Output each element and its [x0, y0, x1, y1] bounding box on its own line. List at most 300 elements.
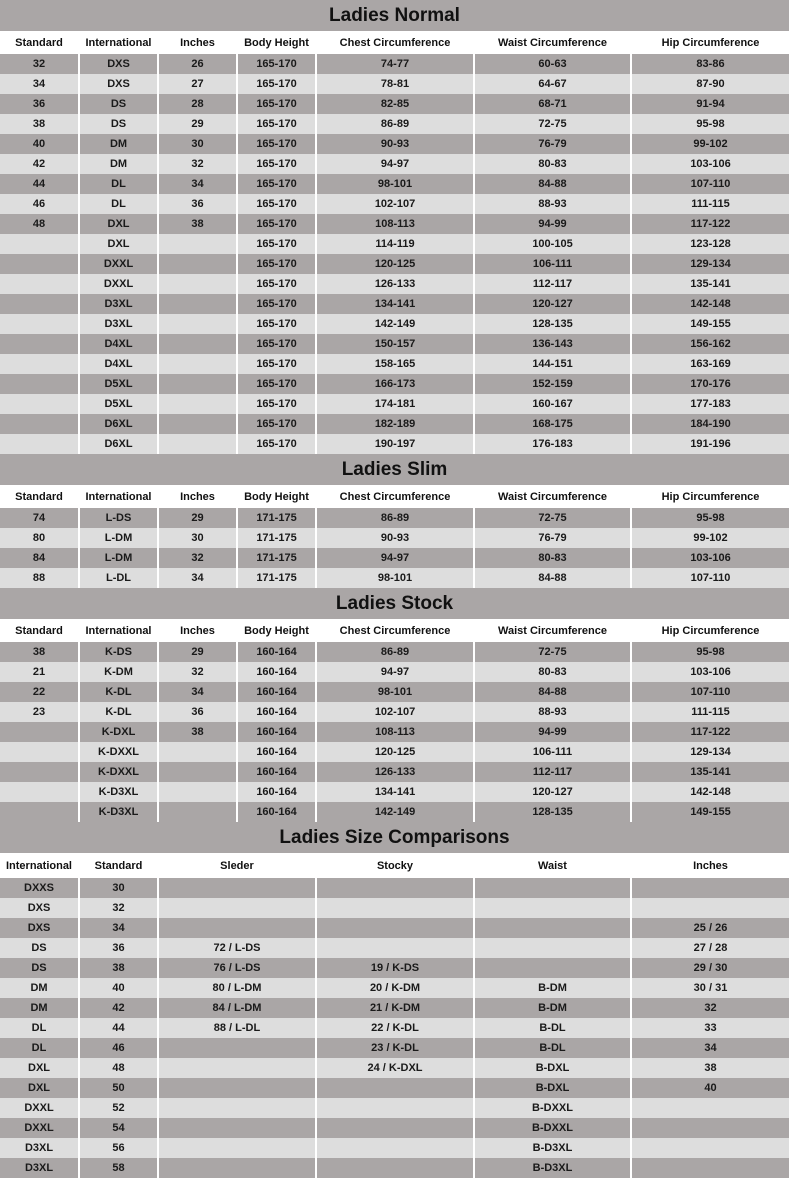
table-cell: 165-170	[237, 134, 316, 154]
table-cell: 160-164	[237, 722, 316, 742]
table-cell	[158, 274, 237, 294]
table-cell: 168-175	[474, 414, 631, 434]
table-cell: 165-170	[237, 354, 316, 374]
table-cell: DXL	[0, 1058, 79, 1078]
table-cell: 156-162	[631, 334, 789, 354]
table-cell: 165-170	[237, 374, 316, 394]
table-cell: B-DL	[474, 1038, 631, 1058]
table-cell: 98-101	[316, 682, 474, 702]
table-cell: D5XL	[79, 374, 158, 394]
table-row	[0, 414, 789, 434]
table-cell	[158, 762, 237, 782]
table-cell: 108-113	[316, 722, 474, 742]
table-cell: DM	[0, 998, 79, 1018]
table-cell: 95-98	[631, 114, 789, 134]
table-cell: 144-151	[474, 354, 631, 374]
table-cell: 36	[158, 702, 237, 722]
column-header: International	[79, 32, 158, 54]
table-cell: 29	[158, 642, 237, 662]
table-row	[0, 762, 789, 782]
table-cell: L-DL	[79, 568, 158, 588]
table-cell: 126-133	[316, 762, 474, 782]
table-cell: 38	[631, 1058, 789, 1078]
table-cell: 94-97	[316, 548, 474, 568]
table-cell: 32	[158, 662, 237, 682]
table-cell: 136-143	[474, 334, 631, 354]
table-cell: 27	[158, 74, 237, 94]
table-cell: 44	[79, 1018, 158, 1038]
table-cell: 80	[0, 528, 79, 548]
table-row	[0, 1058, 789, 1078]
table-cell: DM	[79, 134, 158, 154]
table-cell: 88-93	[474, 194, 631, 214]
table-cell: 165-170	[237, 94, 316, 114]
table-cell: 80-83	[474, 662, 631, 682]
table-cell	[0, 414, 79, 434]
table-cell: K-DL	[79, 682, 158, 702]
table-cell	[158, 918, 316, 938]
table-cell	[158, 1098, 316, 1118]
column-header: Body Height	[237, 32, 316, 54]
table-cell: 40	[0, 134, 79, 154]
column-header: International	[79, 620, 158, 642]
table-row	[0, 782, 789, 802]
table-cell: 126-133	[316, 274, 474, 294]
table-cell: D3XL	[79, 314, 158, 334]
column-header: Hip Circumference	[631, 620, 789, 642]
table-cell: 160-164	[237, 682, 316, 702]
table-cell: 160-167	[474, 394, 631, 414]
table-row	[0, 642, 789, 662]
table-row	[0, 434, 789, 454]
table-cell: 184-190	[631, 414, 789, 434]
table-cell: 34	[158, 568, 237, 588]
table-cell: DXXS	[0, 878, 79, 898]
table-cell: 52	[79, 1098, 158, 1118]
table-cell	[158, 1138, 316, 1158]
table-cell	[474, 898, 631, 918]
table-cell: 165-170	[237, 334, 316, 354]
table-cell: 129-134	[631, 254, 789, 274]
table-cell: 32	[0, 54, 79, 74]
table-cell: 191-196	[631, 434, 789, 454]
column-header: Standard	[79, 854, 158, 878]
table-cell: DXL	[0, 1078, 79, 1098]
table-cell: DXXL	[0, 1118, 79, 1138]
table-cell: 23 / K-DL	[316, 1038, 474, 1058]
table-cell	[316, 1158, 474, 1178]
table-row	[0, 354, 789, 374]
table-cell: 38	[79, 958, 158, 978]
table-cell	[158, 354, 237, 374]
table-cell: 83-86	[631, 54, 789, 74]
table-cell: DXXL	[79, 254, 158, 274]
table-cell: 149-155	[631, 802, 789, 822]
table-cell: 160-164	[237, 642, 316, 662]
table-cell: K-DXL	[79, 722, 158, 742]
table-cell	[158, 434, 237, 454]
table-cell	[474, 958, 631, 978]
table-cell	[0, 354, 79, 374]
table-cell: DXS	[79, 74, 158, 94]
column-header: Waist Circumference	[474, 486, 631, 508]
table-cell: 99-102	[631, 134, 789, 154]
table-cell: 27 / 28	[631, 938, 789, 958]
table-cell: 25 / 26	[631, 918, 789, 938]
table-cell: 84-88	[474, 682, 631, 702]
table-cell	[631, 898, 789, 918]
table-cell	[0, 394, 79, 414]
header-row	[0, 486, 789, 508]
table-cell	[474, 878, 631, 898]
table-cell	[631, 1118, 789, 1138]
table-cell: 100-105	[474, 234, 631, 254]
table-row	[0, 998, 789, 1018]
table-cell: 80 / L-DM	[158, 978, 316, 998]
table-cell: 165-170	[237, 314, 316, 334]
table-cell: 128-135	[474, 802, 631, 822]
table-cell: 142-148	[631, 294, 789, 314]
table-row	[0, 742, 789, 762]
table-cell: K-DM	[79, 662, 158, 682]
header-row	[0, 32, 789, 54]
table-cell: K-D3XL	[79, 802, 158, 822]
table-cell: 95-98	[631, 642, 789, 662]
table-cell: 44	[0, 174, 79, 194]
table-cell: 142-149	[316, 802, 474, 822]
table-cell	[158, 294, 237, 314]
section-title-ladies-stock: Ladies Stock	[0, 588, 789, 620]
table-cell: DL	[79, 194, 158, 214]
table-cell: 165-170	[237, 254, 316, 274]
table-cell: 171-175	[237, 508, 316, 528]
table-cell: 32	[631, 998, 789, 1018]
table-cell: B-DXXL	[474, 1118, 631, 1138]
table-cell: 128-135	[474, 314, 631, 334]
table-cell: 163-169	[631, 354, 789, 374]
table-cell: B-DM	[474, 998, 631, 1018]
table-cell: 78-81	[316, 74, 474, 94]
table-cell	[0, 802, 79, 822]
table-row	[0, 528, 789, 548]
table-cell: 106-111	[474, 254, 631, 274]
column-header: Chest Circumference	[316, 620, 474, 642]
table-cell: 165-170	[237, 154, 316, 174]
table-cell	[158, 1058, 316, 1078]
table-cell: DXXL	[0, 1098, 79, 1118]
table-row	[0, 918, 789, 938]
column-header: International	[0, 854, 79, 878]
table-cell: 91-94	[631, 94, 789, 114]
table-cell: 54	[79, 1118, 158, 1138]
table-cell: 21 / K-DM	[316, 998, 474, 1018]
table-cell: 21	[0, 662, 79, 682]
table-cell: DXL	[79, 214, 158, 234]
table-cell: 98-101	[316, 568, 474, 588]
table-cell: D3XL	[0, 1138, 79, 1158]
table-cell: 103-106	[631, 154, 789, 174]
table-cell: 88-93	[474, 702, 631, 722]
table-row	[0, 722, 789, 742]
table-row	[0, 94, 789, 114]
table-cell: 150-157	[316, 334, 474, 354]
table-row	[0, 54, 789, 74]
table-cell: 106-111	[474, 742, 631, 762]
table-row	[0, 274, 789, 294]
table-cell: 117-122	[631, 214, 789, 234]
table-cell: 165-170	[237, 174, 316, 194]
table-cell: 166-173	[316, 374, 474, 394]
table-ladies-slim	[0, 486, 789, 588]
table-cell: 94-97	[316, 154, 474, 174]
table-cell	[0, 334, 79, 354]
table-cell: 38	[158, 722, 237, 742]
table-cell: 99-102	[631, 528, 789, 548]
table-cell: DXXL	[79, 274, 158, 294]
table-cell: 95-98	[631, 508, 789, 528]
table-cell: 74	[0, 508, 79, 528]
table-ladies-normal	[0, 32, 789, 454]
table-cell: 30	[79, 878, 158, 898]
table-cell: 33	[631, 1018, 789, 1038]
table-cell: 68-71	[474, 94, 631, 114]
column-header: Standard	[0, 32, 79, 54]
table-cell: DS	[0, 958, 79, 978]
table-cell: 34	[79, 918, 158, 938]
table-cell: DS	[79, 114, 158, 134]
table-cell: 48	[79, 1058, 158, 1078]
table-cell: 158-165	[316, 354, 474, 374]
header-row	[0, 854, 789, 878]
table-cell: DL	[0, 1038, 79, 1058]
table-cell: 111-115	[631, 702, 789, 722]
table-cell: 108-113	[316, 214, 474, 234]
table-cell: 90-93	[316, 528, 474, 548]
table-cell: 102-107	[316, 702, 474, 722]
table-cell: 19 / K-DS	[316, 958, 474, 978]
table-cell	[158, 1038, 316, 1058]
table-cell: 50	[79, 1078, 158, 1098]
table-cell: L-DS	[79, 508, 158, 528]
table-cell: 58	[79, 1158, 158, 1178]
table-cell: 103-106	[631, 662, 789, 682]
table-cell: 28	[158, 94, 237, 114]
table-row	[0, 394, 789, 414]
table-ladies-comparisons	[0, 854, 789, 1178]
table-cell: 82-85	[316, 94, 474, 114]
table-cell: 56	[79, 1138, 158, 1158]
table-cell: L-DM	[79, 548, 158, 568]
table-cell	[158, 1118, 316, 1138]
table-cell: 165-170	[237, 214, 316, 234]
section-title-ladies-slim: Ladies Slim	[0, 454, 789, 486]
table-cell: 30 / 31	[631, 978, 789, 998]
table-cell: 160-164	[237, 742, 316, 762]
table-row	[0, 1078, 789, 1098]
column-header: Chest Circumference	[316, 486, 474, 508]
table-cell	[0, 722, 79, 742]
table-cell: 46	[0, 194, 79, 214]
table-cell: B-DL	[474, 1018, 631, 1038]
table-row	[0, 978, 789, 998]
table-cell	[316, 918, 474, 938]
table-cell: 72-75	[474, 642, 631, 662]
table-cell: DL	[0, 1018, 79, 1038]
table-cell: 84 / L-DM	[158, 998, 316, 1018]
section-title-ladies-normal: Ladies Normal	[0, 0, 789, 32]
table-cell	[158, 898, 316, 918]
table-row	[0, 702, 789, 722]
table-cell	[0, 374, 79, 394]
table-cell: 86-89	[316, 508, 474, 528]
table-cell	[158, 802, 237, 822]
table-cell: 171-175	[237, 568, 316, 588]
table-cell: 86-89	[316, 642, 474, 662]
table-cell: 86-89	[316, 114, 474, 134]
table-cell: 80-83	[474, 548, 631, 568]
table-cell: 29	[158, 508, 237, 528]
table-cell: 64-67	[474, 74, 631, 94]
column-header: Stocky	[316, 854, 474, 878]
table-cell: D3XL	[0, 1158, 79, 1178]
column-header: Inches	[158, 486, 237, 508]
table-cell: 40	[79, 978, 158, 998]
table-row	[0, 802, 789, 822]
table-cell: 160-164	[237, 782, 316, 802]
table-cell	[158, 742, 237, 762]
table-cell: 98-101	[316, 174, 474, 194]
table-cell: 32	[158, 548, 237, 568]
table-cell: 94-97	[316, 662, 474, 682]
table-cell: 36	[0, 94, 79, 114]
column-header: Waist Circumference	[474, 32, 631, 54]
table-row	[0, 548, 789, 568]
table-cell: 36	[158, 194, 237, 214]
table-row	[0, 254, 789, 274]
column-header: Waist Circumference	[474, 620, 631, 642]
table-row	[0, 682, 789, 702]
table-row	[0, 334, 789, 354]
table-cell: D4XL	[79, 354, 158, 374]
table-row	[0, 898, 789, 918]
table-cell: DL	[79, 174, 158, 194]
table-cell: 22 / K-DL	[316, 1018, 474, 1038]
table-cell: K-DL	[79, 702, 158, 722]
table-cell: 165-170	[237, 414, 316, 434]
table-cell: 46	[79, 1038, 158, 1058]
table-cell: 76-79	[474, 134, 631, 154]
table-cell: 20 / K-DM	[316, 978, 474, 998]
table-cell: K-DXXL	[79, 742, 158, 762]
column-header: Sleder	[158, 854, 316, 878]
table-cell: 152-159	[474, 374, 631, 394]
table-cell: K-DS	[79, 642, 158, 662]
table-cell: 87-90	[631, 74, 789, 94]
table-row	[0, 214, 789, 234]
table-cell: 165-170	[237, 394, 316, 414]
table-cell: DS	[79, 94, 158, 114]
table-row	[0, 154, 789, 174]
table-row	[0, 234, 789, 254]
table-row	[0, 194, 789, 214]
table-cell: D6XL	[79, 414, 158, 434]
table-cell: 107-110	[631, 682, 789, 702]
table-cell	[316, 878, 474, 898]
table-row	[0, 1098, 789, 1118]
table-cell: 190-197	[316, 434, 474, 454]
table-cell: B-DM	[474, 978, 631, 998]
table-row	[0, 74, 789, 94]
table-cell	[0, 294, 79, 314]
table-cell	[631, 1098, 789, 1118]
table-row	[0, 938, 789, 958]
table-cell	[0, 742, 79, 762]
table-cell: 34	[631, 1038, 789, 1058]
table-row	[0, 314, 789, 334]
table-cell	[316, 898, 474, 918]
table-cell: 84-88	[474, 568, 631, 588]
table-cell	[158, 878, 316, 898]
column-header: Chest Circumference	[316, 32, 474, 54]
column-header: Standard	[0, 620, 79, 642]
table-row	[0, 114, 789, 134]
table-cell: 88 / L-DL	[158, 1018, 316, 1038]
table-cell: K-D3XL	[79, 782, 158, 802]
table-cell: 171-175	[237, 528, 316, 548]
table-cell: K-DXXL	[79, 762, 158, 782]
table-cell: 171-175	[237, 548, 316, 568]
table-cell	[316, 1118, 474, 1138]
column-header: Inches	[631, 854, 789, 878]
table-cell: 80-83	[474, 154, 631, 174]
table-cell: 24 / K-DXL	[316, 1058, 474, 1078]
table-cell: 42	[79, 998, 158, 1018]
table-cell: 176-183	[474, 434, 631, 454]
column-header: Hip Circumference	[631, 32, 789, 54]
table-cell: 88	[0, 568, 79, 588]
column-header: Inches	[158, 32, 237, 54]
table-cell: 30	[158, 134, 237, 154]
table-row	[0, 1118, 789, 1138]
table-cell	[0, 274, 79, 294]
table-cell: 94-99	[474, 722, 631, 742]
table-cell: 142-148	[631, 782, 789, 802]
table-ladies-stock	[0, 620, 789, 822]
column-header: Inches	[158, 620, 237, 642]
table-cell: 90-93	[316, 134, 474, 154]
table-cell	[316, 1098, 474, 1118]
table-cell: 48	[0, 214, 79, 234]
table-cell: 23	[0, 702, 79, 722]
table-cell: 42	[0, 154, 79, 174]
table-cell: 129-134	[631, 742, 789, 762]
column-header: Body Height	[237, 620, 316, 642]
table-cell: 22	[0, 682, 79, 702]
table-cell: B-DXL	[474, 1078, 631, 1098]
table-cell: 40	[631, 1078, 789, 1098]
table-cell	[316, 1078, 474, 1098]
table-row	[0, 508, 789, 528]
table-cell: 72 / L-DS	[158, 938, 316, 958]
table-cell: 32	[158, 154, 237, 174]
table-cell: 135-141	[631, 762, 789, 782]
table-cell	[631, 878, 789, 898]
table-cell: 29 / 30	[631, 958, 789, 978]
table-cell: 72-75	[474, 114, 631, 134]
table-cell	[158, 314, 237, 334]
table-cell	[158, 374, 237, 394]
table-cell: 149-155	[631, 314, 789, 334]
